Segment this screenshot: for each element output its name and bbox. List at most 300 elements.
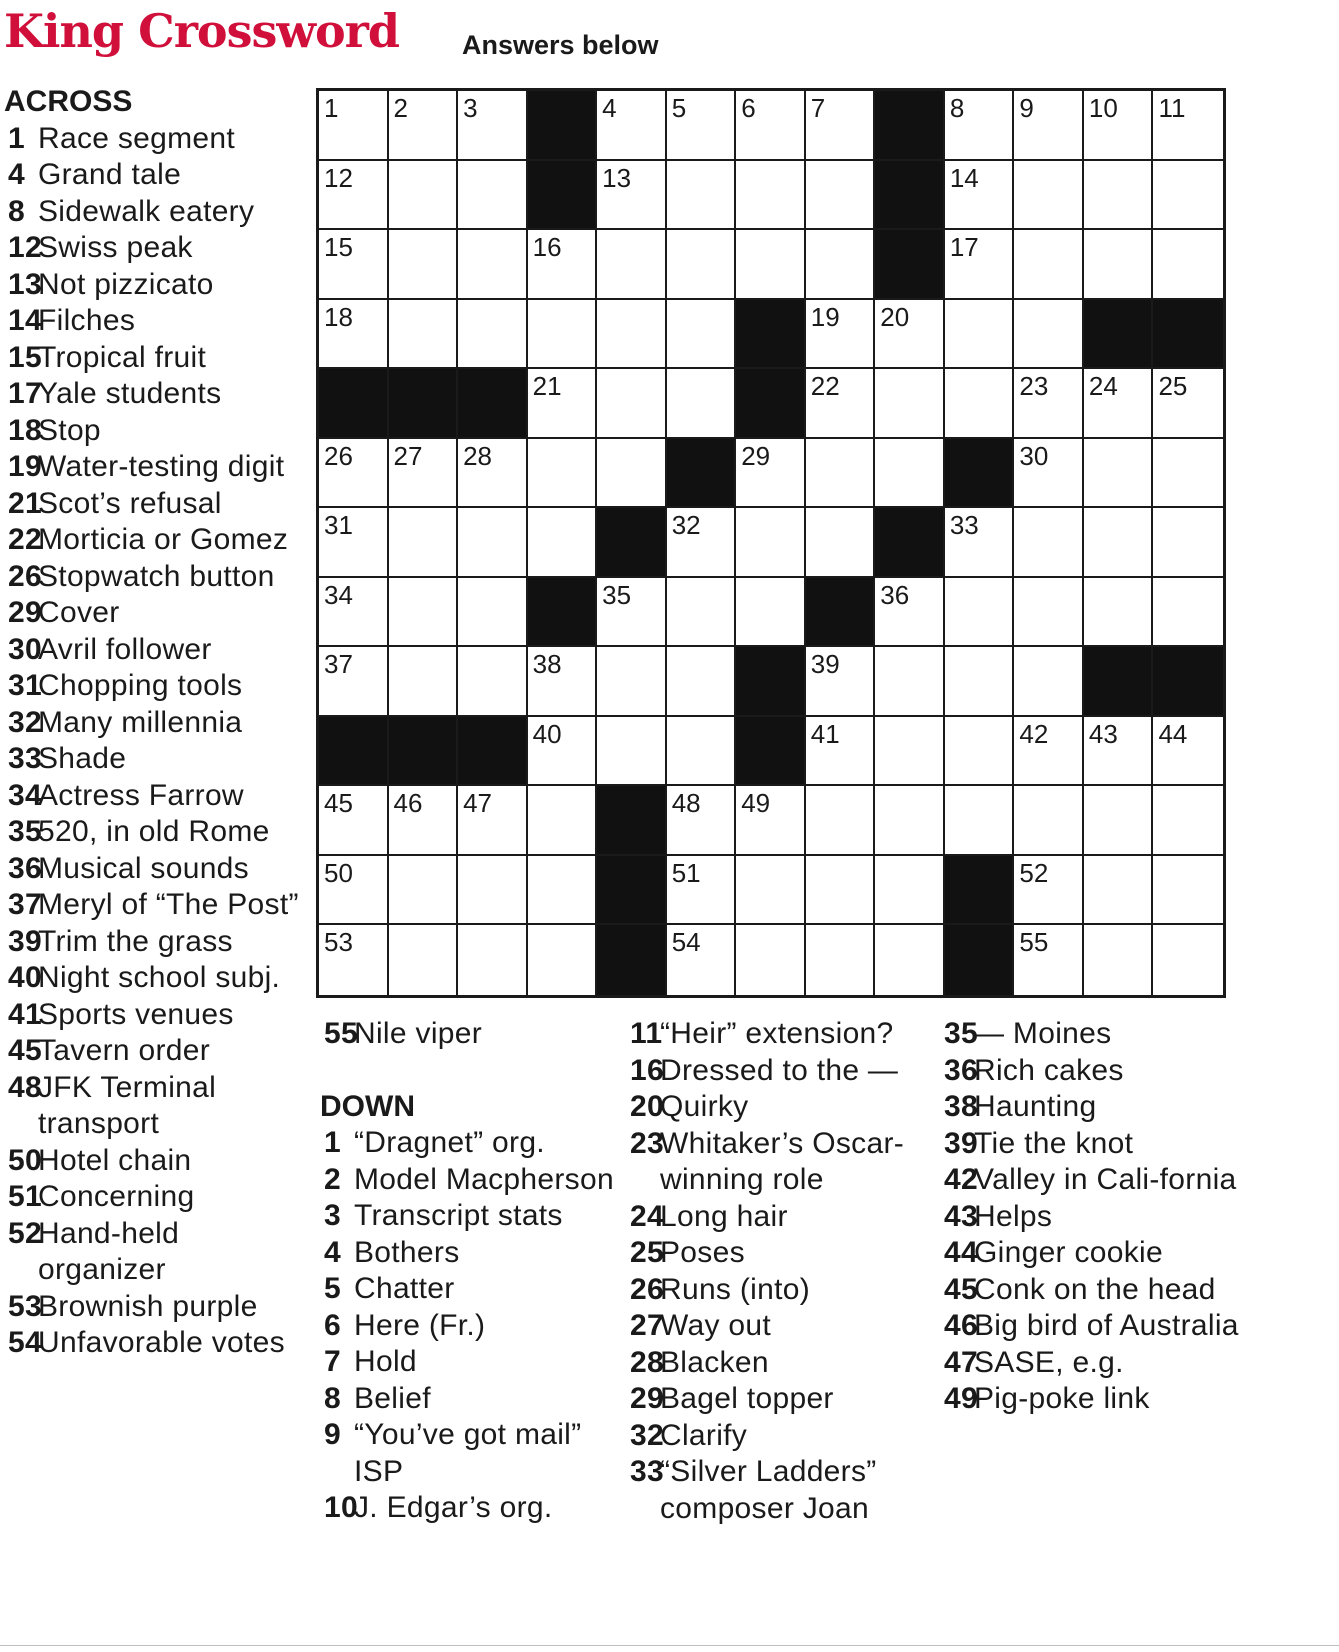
grid-cell[interactable] [528,300,598,370]
down-clue-5[interactable] [318,1271,628,1308]
clue-text: Rich cakes [974,1053,1124,1087]
black-square [528,161,598,231]
grid-cell[interactable] [458,925,528,995]
across-clue-15[interactable] [2,340,312,377]
cell-number: 3 [463,93,478,123]
across-clue-53[interactable] [2,1289,312,1326]
across-clue-33[interactable] [2,741,312,778]
grid-cell[interactable] [389,161,459,231]
grid-cell[interactable] [528,717,598,787]
down-clue-49[interactable] [938,1381,1248,1418]
grid-cell[interactable] [389,647,459,717]
clue-text: Ginger cookie [974,1236,1163,1269]
across-clue-26[interactable] [2,559,312,596]
clue-text: Actress Farrow [38,778,244,812]
down-clue-6[interactable] [318,1308,628,1345]
grid-cell[interactable] [389,925,459,995]
grid-cell[interactable] [875,717,945,787]
across-clue-12[interactable] [2,230,312,267]
grid-cell[interactable] [736,508,806,578]
clue-text: Swiss peak [38,231,193,264]
cell-number: 17 [949,232,979,263]
grid-cell[interactable] [736,91,806,161]
across-clue-52[interactable] [2,1216,312,1289]
grid-cell[interactable] [528,786,598,856]
grid-cell[interactable] [806,300,876,370]
grid-cell[interactable] [945,717,1015,787]
grid-cell[interactable] [597,578,667,648]
bottom-rule [0,1645,1339,1646]
grid-cell[interactable] [806,161,876,231]
grid-cell[interactable] [319,925,389,995]
grid-cell[interactable] [806,647,876,717]
across-clue-40[interactable] [2,960,312,997]
grid-cell[interactable] [319,91,389,161]
across-clue-34[interactable] [2,778,312,815]
clue-number: 55 [324,1017,358,1050]
down-clue-23[interactable] [624,1126,934,1199]
grid-cell[interactable] [806,925,876,995]
down-clue-36[interactable] [938,1053,1248,1090]
grid-cell[interactable] [1014,856,1084,926]
clue-column-4 [938,1016,1248,1418]
clue-number: 48 [8,1070,42,1104]
cell-number: 10 [1088,93,1118,123]
down-clue-9[interactable] [318,1417,628,1490]
grid-cell[interactable] [1084,508,1154,578]
clue-text: Way out [660,1309,772,1342]
clue-number: 28 [630,1345,664,1379]
grid-cell[interactable] [736,439,806,509]
down-clue-3[interactable] [318,1198,628,1235]
clue-text: — Moines [974,1017,1112,1050]
grid-cell[interactable] [1014,439,1084,509]
across-clue-29[interactable] [2,595,312,632]
cell-number: 20 [880,301,910,332]
grid-cell[interactable] [597,717,667,787]
grid-cell[interactable] [458,230,528,300]
across-clue-35[interactable] [2,814,312,851]
grid-cell[interactable] [528,508,598,578]
grid-cell[interactable] [1014,925,1084,995]
across-clue-21[interactable] [2,486,312,523]
grid-cell[interactable] [945,91,1015,161]
clue-text: Hold [354,1345,417,1378]
grid-cell[interactable] [1153,230,1223,300]
across-clue-36[interactable] [2,851,312,888]
grid-cell[interactable] [736,578,806,648]
grid-cell[interactable] [736,230,806,300]
grid-cell[interactable] [1014,578,1084,648]
grid-cell[interactable] [667,925,737,995]
grid-cell[interactable] [389,91,459,161]
grid-cell[interactable] [736,925,806,995]
clue-column-1 [2,84,312,1362]
grid-cell[interactable] [875,647,945,717]
clue-text: Poses [660,1236,745,1269]
across-clue-37[interactable] [2,887,312,924]
down-clue-44[interactable] [938,1235,1248,1272]
grid-cell[interactable] [597,369,667,439]
down-clue-32[interactable] [624,1418,934,1455]
clue-text: Concerning [38,1180,195,1213]
clue-number: 37 [8,888,42,921]
grid-cell[interactable] [458,91,528,161]
clue-text: Big bird of Australia [974,1309,1239,1342]
grid-cell[interactable] [945,300,1015,370]
across-clue-14[interactable] [2,303,312,340]
across-clue-51[interactable] [2,1179,312,1216]
cell-number: 54 [671,927,701,958]
down-clue-25[interactable] [624,1235,934,1272]
grid-cell[interactable] [319,786,389,856]
grid-cell[interactable] [458,161,528,231]
clue-text: Helps [974,1199,1053,1233]
black-square [528,578,598,648]
black-square [1084,300,1154,370]
grid-cell[interactable] [528,230,598,300]
grid-cell[interactable] [875,856,945,926]
across-clue-4[interactable] [2,157,312,194]
grid-cell[interactable] [389,508,459,578]
grid-cell[interactable] [1014,717,1084,787]
down-clue-4[interactable] [318,1235,628,1272]
across-clue-32[interactable] [2,705,312,742]
down-clue-28[interactable] [624,1345,934,1382]
down-clue-26[interactable] [624,1272,934,1309]
cell-number: 52 [1019,857,1049,888]
grid-cell[interactable] [597,300,667,370]
clue-number: 18 [8,413,42,447]
grid-cell[interactable] [667,717,737,787]
clue-text: Runs (into) [660,1272,811,1306]
clue-text: Stopwatch button [38,559,275,593]
grid-cell[interactable] [1153,717,1223,787]
clue-text: “You’ve got mail” ISP [354,1418,582,1488]
grid-cell[interactable] [667,91,737,161]
clue-text: Model Macpherson [354,1162,614,1196]
cell-number: 16 [532,232,562,263]
clue-number: 23 [630,1126,664,1160]
clue-text: Valley in Cali-fornia [974,1163,1237,1196]
clue-text: Race segment [38,121,236,155]
grid-cell[interactable] [667,369,737,439]
clue-number: 45 [8,1034,42,1067]
grid-cell[interactable] [667,508,737,578]
clue-number: 46 [944,1309,978,1342]
grid-cell[interactable] [736,786,806,856]
cell-number: 7 [810,93,826,123]
grid-cell[interactable] [945,647,1015,717]
clue-text: Filches [38,304,136,337]
grid-cell[interactable] [389,230,459,300]
clue-number: 6 [324,1308,341,1342]
clue-text: Hand-held organizer [38,1216,180,1286]
grid-cell[interactable] [1153,91,1223,161]
clue-text: Here (Fr.) [354,1308,486,1342]
cell-number: 2 [393,93,408,123]
cell-number: 46 [393,788,423,819]
black-square [528,91,598,161]
down-clue-8[interactable] [318,1381,628,1418]
across-clue-1[interactable] [2,121,312,158]
grid-cell[interactable] [806,717,876,787]
grid-cell[interactable] [458,508,528,578]
clue-text: Tropical fruit [38,340,207,374]
grid-cell[interactable] [1153,786,1223,856]
clue-text: Pig-poke link [974,1382,1150,1415]
across-heading: ACROSS [4,85,133,118]
grid-cell[interactable] [319,439,389,509]
grid-cell[interactable] [319,230,389,300]
clue-text: Not pizzicato [38,267,214,301]
cell-number: 4 [602,93,617,123]
clue-text: Nile viper [354,1017,483,1050]
grid-cell[interactable] [806,508,876,578]
down-clue-24[interactable] [624,1199,934,1236]
clue-number: 53 [8,1289,42,1323]
grid-cell[interactable] [528,369,598,439]
across-clue-48[interactable] [2,1070,312,1143]
clue-number: 16 [630,1053,664,1087]
cell-number: 51 [671,857,701,888]
grid-cell[interactable] [528,647,598,717]
grid-cell[interactable] [1084,717,1154,787]
across-clue-19[interactable] [2,449,312,486]
down-clue-10[interactable] [318,1490,628,1527]
grid-cell[interactable] [667,647,737,717]
grid-cell[interactable] [1014,161,1084,231]
grid-cell[interactable] [667,300,737,370]
grid-cell[interactable] [458,786,528,856]
clue-number: 7 [324,1345,341,1378]
grid-cell[interactable] [1084,439,1154,509]
grid-cell[interactable] [1084,230,1154,300]
clue-number: 13 [8,267,42,301]
clue-number: 4 [8,158,25,191]
grid-cell[interactable] [875,786,945,856]
cell-number: 37 [324,649,353,680]
grid-cell[interactable] [875,578,945,648]
down-clue-27[interactable] [624,1308,934,1345]
grid-cell[interactable] [1084,786,1154,856]
grid-cell[interactable] [1153,369,1223,439]
grid-cell[interactable] [806,856,876,926]
grid-cell[interactable] [1084,925,1154,995]
grid-cell[interactable] [945,578,1015,648]
across-clue-31[interactable] [2,668,312,705]
grid-cell[interactable] [458,300,528,370]
across-clue-45[interactable] [2,1033,312,1070]
grid-cell[interactable] [528,439,598,509]
grid-cell[interactable] [1153,439,1223,509]
clue-number: 33 [8,742,42,775]
down-clue-16[interactable] [624,1053,934,1090]
clue-number: 51 [8,1180,42,1213]
cell-number: 22 [810,371,840,402]
clue-number: 36 [8,851,42,885]
grid-cell[interactable] [1153,856,1223,926]
down-clue-33[interactable] [624,1454,934,1527]
grid-cell[interactable] [458,647,528,717]
clue-number: 50 [8,1143,42,1177]
grid-cell[interactable] [1014,647,1084,717]
across-clue-17[interactable] [2,376,312,413]
grid-cell[interactable] [458,578,528,648]
down-clue-2[interactable] [318,1162,628,1199]
clue-text: Morticia or Gomez [38,523,289,556]
grid-cell[interactable] [389,300,459,370]
clue-text: Bagel topper [660,1382,834,1415]
down-clue-47[interactable] [938,1345,1248,1382]
clue-text: Meryl of “The Post” [38,888,299,921]
grid-cell[interactable] [945,786,1015,856]
black-square [736,717,806,787]
grid-cell[interactable] [945,508,1015,578]
clue-text: Whitaker’s Oscar-winning role [660,1126,905,1196]
grid-cell[interactable] [806,230,876,300]
down-clue-20[interactable] [624,1089,934,1126]
across-clue-22[interactable] [2,522,312,559]
grid-cell[interactable] [875,439,945,509]
grid-cell[interactable] [1014,300,1084,370]
grid-cell[interactable] [319,508,389,578]
grid-cell[interactable] [806,369,876,439]
grid-cell[interactable] [1084,369,1154,439]
grid-cell[interactable] [1014,369,1084,439]
across-clue-54[interactable] [2,1325,312,1362]
grid-cell[interactable] [597,439,667,509]
grid-cell[interactable] [389,856,459,926]
grid-cell[interactable] [597,91,667,161]
grid-cell[interactable] [1014,91,1084,161]
grid-cell[interactable] [319,300,389,370]
grid-cell[interactable] [1014,230,1084,300]
cell-number: 32 [671,510,701,541]
cell-number: 50 [324,857,353,888]
grid-cell[interactable] [319,647,389,717]
clue-number: 33 [630,1455,664,1488]
across-clue-8[interactable] [2,194,312,231]
black-square [319,717,389,787]
clue-number: 39 [8,924,42,958]
grid-cell[interactable] [528,856,598,926]
across-clue-39[interactable] [2,924,312,961]
grid-cell[interactable] [597,161,667,231]
down-clue-45[interactable] [938,1272,1248,1309]
grid-cell[interactable] [875,925,945,995]
down-clue-11[interactable] [624,1016,934,1053]
grid-cell[interactable] [319,578,389,648]
grid-cell[interactable] [1084,856,1154,926]
across-clue-41[interactable] [2,997,312,1034]
clue-number: 34 [8,778,42,812]
grid-cell[interactable] [806,439,876,509]
grid-cell[interactable] [667,161,737,231]
grid-cell[interactable] [319,856,389,926]
clue-text: J. Edgar’s org. [354,1491,553,1524]
grid-cell[interactable] [1084,91,1154,161]
down-clue-39[interactable] [938,1126,1248,1163]
grid-cell[interactable] [458,439,528,509]
cell-number: 40 [532,718,562,749]
clue-number: 14 [8,304,42,337]
across-clue-13[interactable] [2,267,312,304]
grid-cell[interactable] [945,161,1015,231]
clue-number: 54 [8,1326,42,1359]
down-clue-43[interactable] [938,1199,1248,1236]
black-square [875,508,945,578]
down-clue-46[interactable] [938,1308,1248,1345]
grid-cell[interactable] [1153,578,1223,648]
grid-cell[interactable] [319,161,389,231]
clue-number: 22 [8,523,42,556]
grid-cell[interactable] [736,161,806,231]
black-square [1084,647,1154,717]
grid-cell[interactable] [945,369,1015,439]
grid-cell[interactable] [806,786,876,856]
grid-cell[interactable] [667,856,737,926]
grid-cell[interactable] [389,786,459,856]
clue-text: Chatter [354,1272,455,1305]
grid-cell[interactable] [1084,578,1154,648]
grid-cell[interactable] [528,925,598,995]
across-clue-50[interactable] [2,1143,312,1180]
clue-number: 36 [944,1053,978,1087]
cell-number: 14 [949,162,979,193]
grid-cell[interactable] [1084,161,1154,231]
down-clue-35[interactable] [938,1016,1248,1053]
grid-cell[interactable] [1014,508,1084,578]
clue-number: 24 [630,1199,664,1233]
cell-number: 34 [324,579,353,610]
across-clue-30[interactable] [2,632,312,669]
grid-cell[interactable] [667,786,737,856]
clue-text: Dressed to the — [660,1053,899,1087]
grid-cell[interactable] [1153,161,1223,231]
grid-cell[interactable] [1014,786,1084,856]
grid-cell[interactable] [1153,925,1223,995]
grid-cell[interactable] [667,230,737,300]
grid-cell[interactable] [389,578,459,648]
cell-number: 13 [602,162,632,193]
down-clue-29[interactable] [624,1381,934,1418]
clue-text: Many millennia [38,705,243,739]
grid-cell[interactable] [945,230,1015,300]
grid-cell[interactable] [1153,508,1223,578]
grid-cell[interactable] [597,230,667,300]
across-clue-55[interactable] [318,1016,628,1053]
grid-cell[interactable] [389,439,459,509]
cell-number: 42 [1019,718,1049,749]
across-clue-18[interactable] [2,413,312,450]
grid-cell[interactable] [875,369,945,439]
grid-cell[interactable] [667,578,737,648]
down-clue-42[interactable] [938,1162,1248,1199]
grid-cell[interactable] [458,856,528,926]
grid-cell[interactable] [875,300,945,370]
clue-number: 4 [324,1235,341,1269]
grid-cell[interactable] [806,91,876,161]
down-clue-1[interactable] [318,1125,628,1162]
grid-cell[interactable] [736,856,806,926]
down-clue-38[interactable] [938,1089,1248,1126]
clue-number: 35 [8,815,42,848]
down-clue-7[interactable] [318,1344,628,1381]
black-square [597,786,667,856]
clue-text: Belief [354,1381,431,1415]
grid-cell[interactable] [597,647,667,717]
